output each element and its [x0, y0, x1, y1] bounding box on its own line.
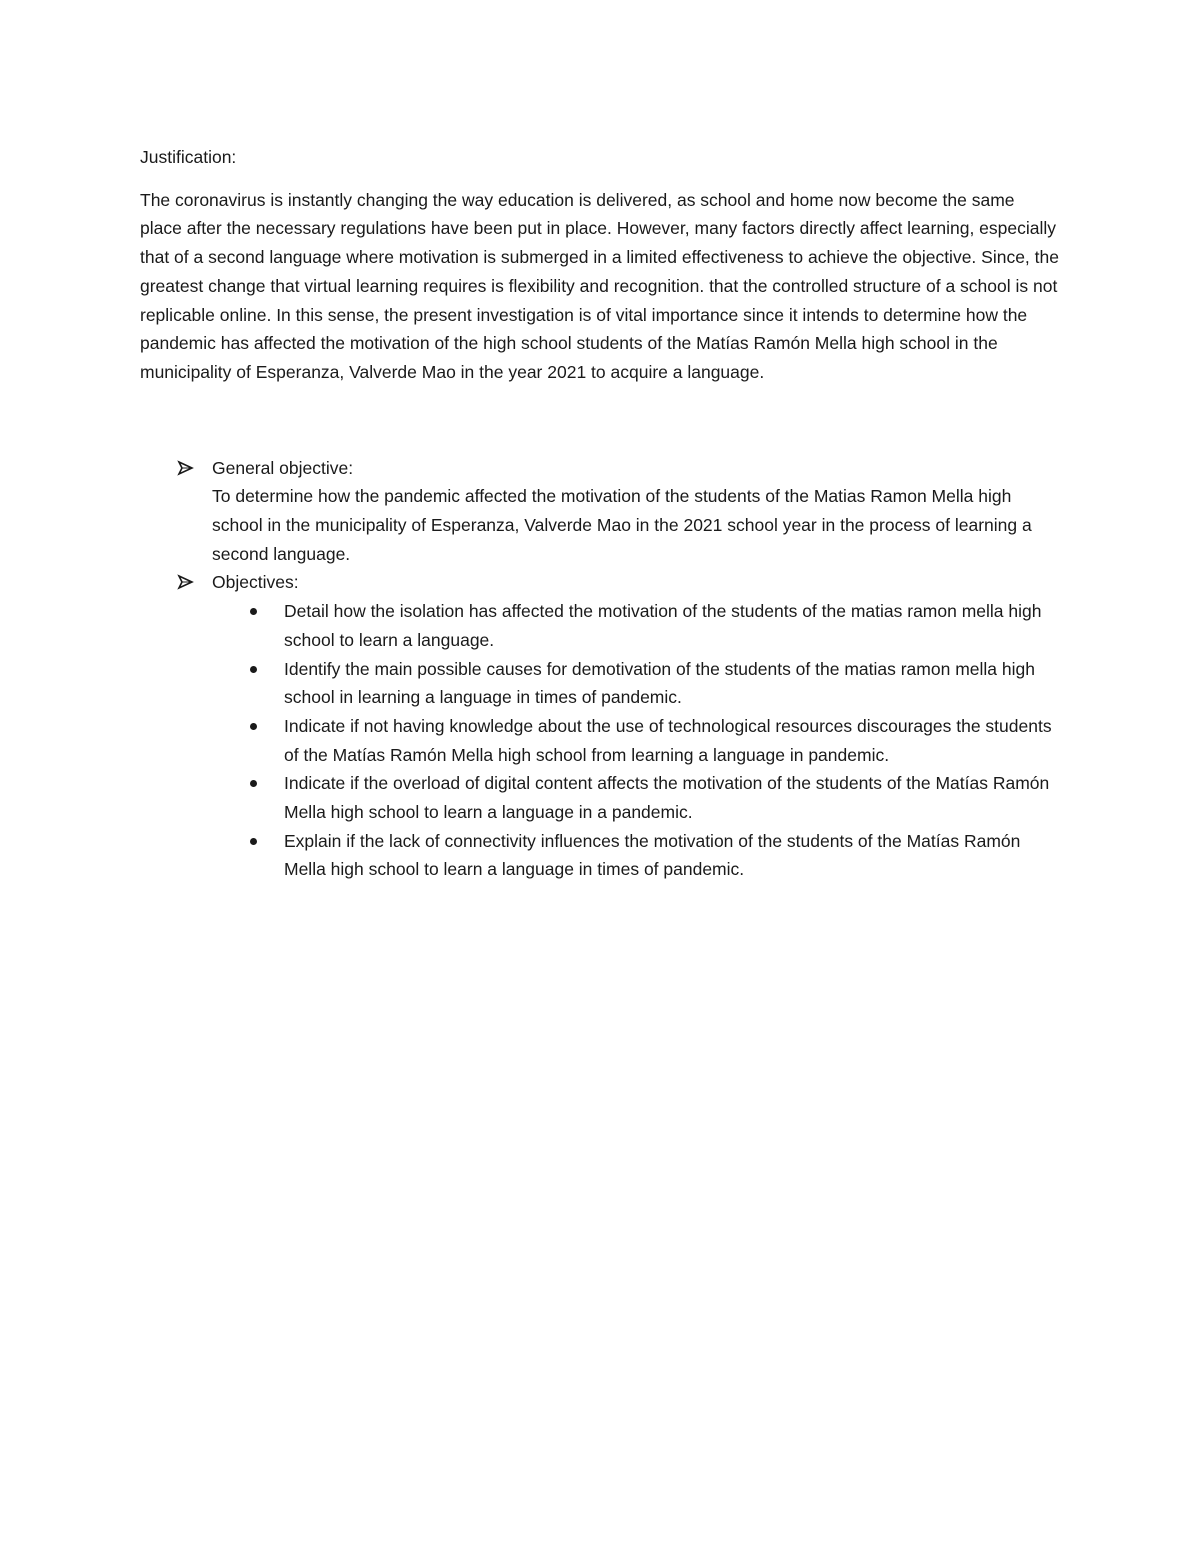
list-item	[212, 712, 1060, 769]
justification-heading: Justification:	[140, 147, 237, 167]
list-item	[212, 655, 1060, 712]
dot-bullet-icon	[250, 838, 257, 845]
objectives-item	[140, 568, 1060, 884]
dot-bullet-icon	[250, 780, 257, 787]
specific-objectives-list	[212, 597, 1060, 884]
objective-text: Indicate if the overload of digital content affects the motivation of the students of the Matías Ramón Mella high school to learn a language in a pandemic.	[284, 773, 1050, 823]
dot-bullet-icon	[250, 666, 257, 673]
objective-text: Explain if the lack of connectivity influences the motivation of the students of the Matías Ramón Mella high school to learn a language in times of pandemic.	[284, 830, 1021, 880]
justification-paragraph: The coronavirus is instantly changing the way education is delivered, as school and home now become the same place after the necessary regulations have been put in place. However, many factors directly affect learning, especially that of a second language where motivation is submerged in a limited effectiveness to achieve the objective. Since, the greatest change that virtual learning requires is flexibility and recognition. that the controlled structure of a school is not replicable online. In this sense, the present investigation is of vital importance since it intends to determine how the pandemic has affected the motivation of the high school students of the Matías Ramón Mella high school in the municipality of Esperanza, Valverde Mao in the year 2021 to acquire a language.	[140, 189, 1059, 382]
objective-text: Indicate if not having knowledge about the use of technological resources discourages the students of the Matías Ramón Mella high school from learning a language in pandemic.	[284, 715, 1052, 765]
dot-bullet-icon	[250, 608, 257, 615]
general-objective-label: General objective:	[212, 457, 354, 478]
list-item	[212, 597, 1060, 654]
dot-bullet-icon	[250, 723, 257, 730]
objectives-outline	[140, 454, 1060, 885]
general-objective-item	[140, 454, 1060, 569]
objective-text: Identify the main possible causes for demotivation of the students of the matias ramon mella high school in learning a language in times of pandemic.	[284, 658, 1035, 708]
arrow-bullet-icon	[176, 568, 196, 596]
arrow-bullet-icon	[176, 454, 196, 482]
list-item	[212, 827, 1060, 884]
general-objective-text: To determine how the pandemic affected the motivation of the students of the Matias Ramon Mella high school in the municipality of Esperanza, Valverde Mao in the 2021 school year in the process of learning a second language.	[212, 486, 1032, 564]
document-content	[140, 143, 1060, 884]
objectives-label: Objectives:	[212, 572, 299, 593]
list-item	[212, 769, 1060, 826]
objective-text: Detail how the isolation has affected the motivation of the students of the matias ramon mella high school to learn a language.	[284, 601, 1042, 650]
